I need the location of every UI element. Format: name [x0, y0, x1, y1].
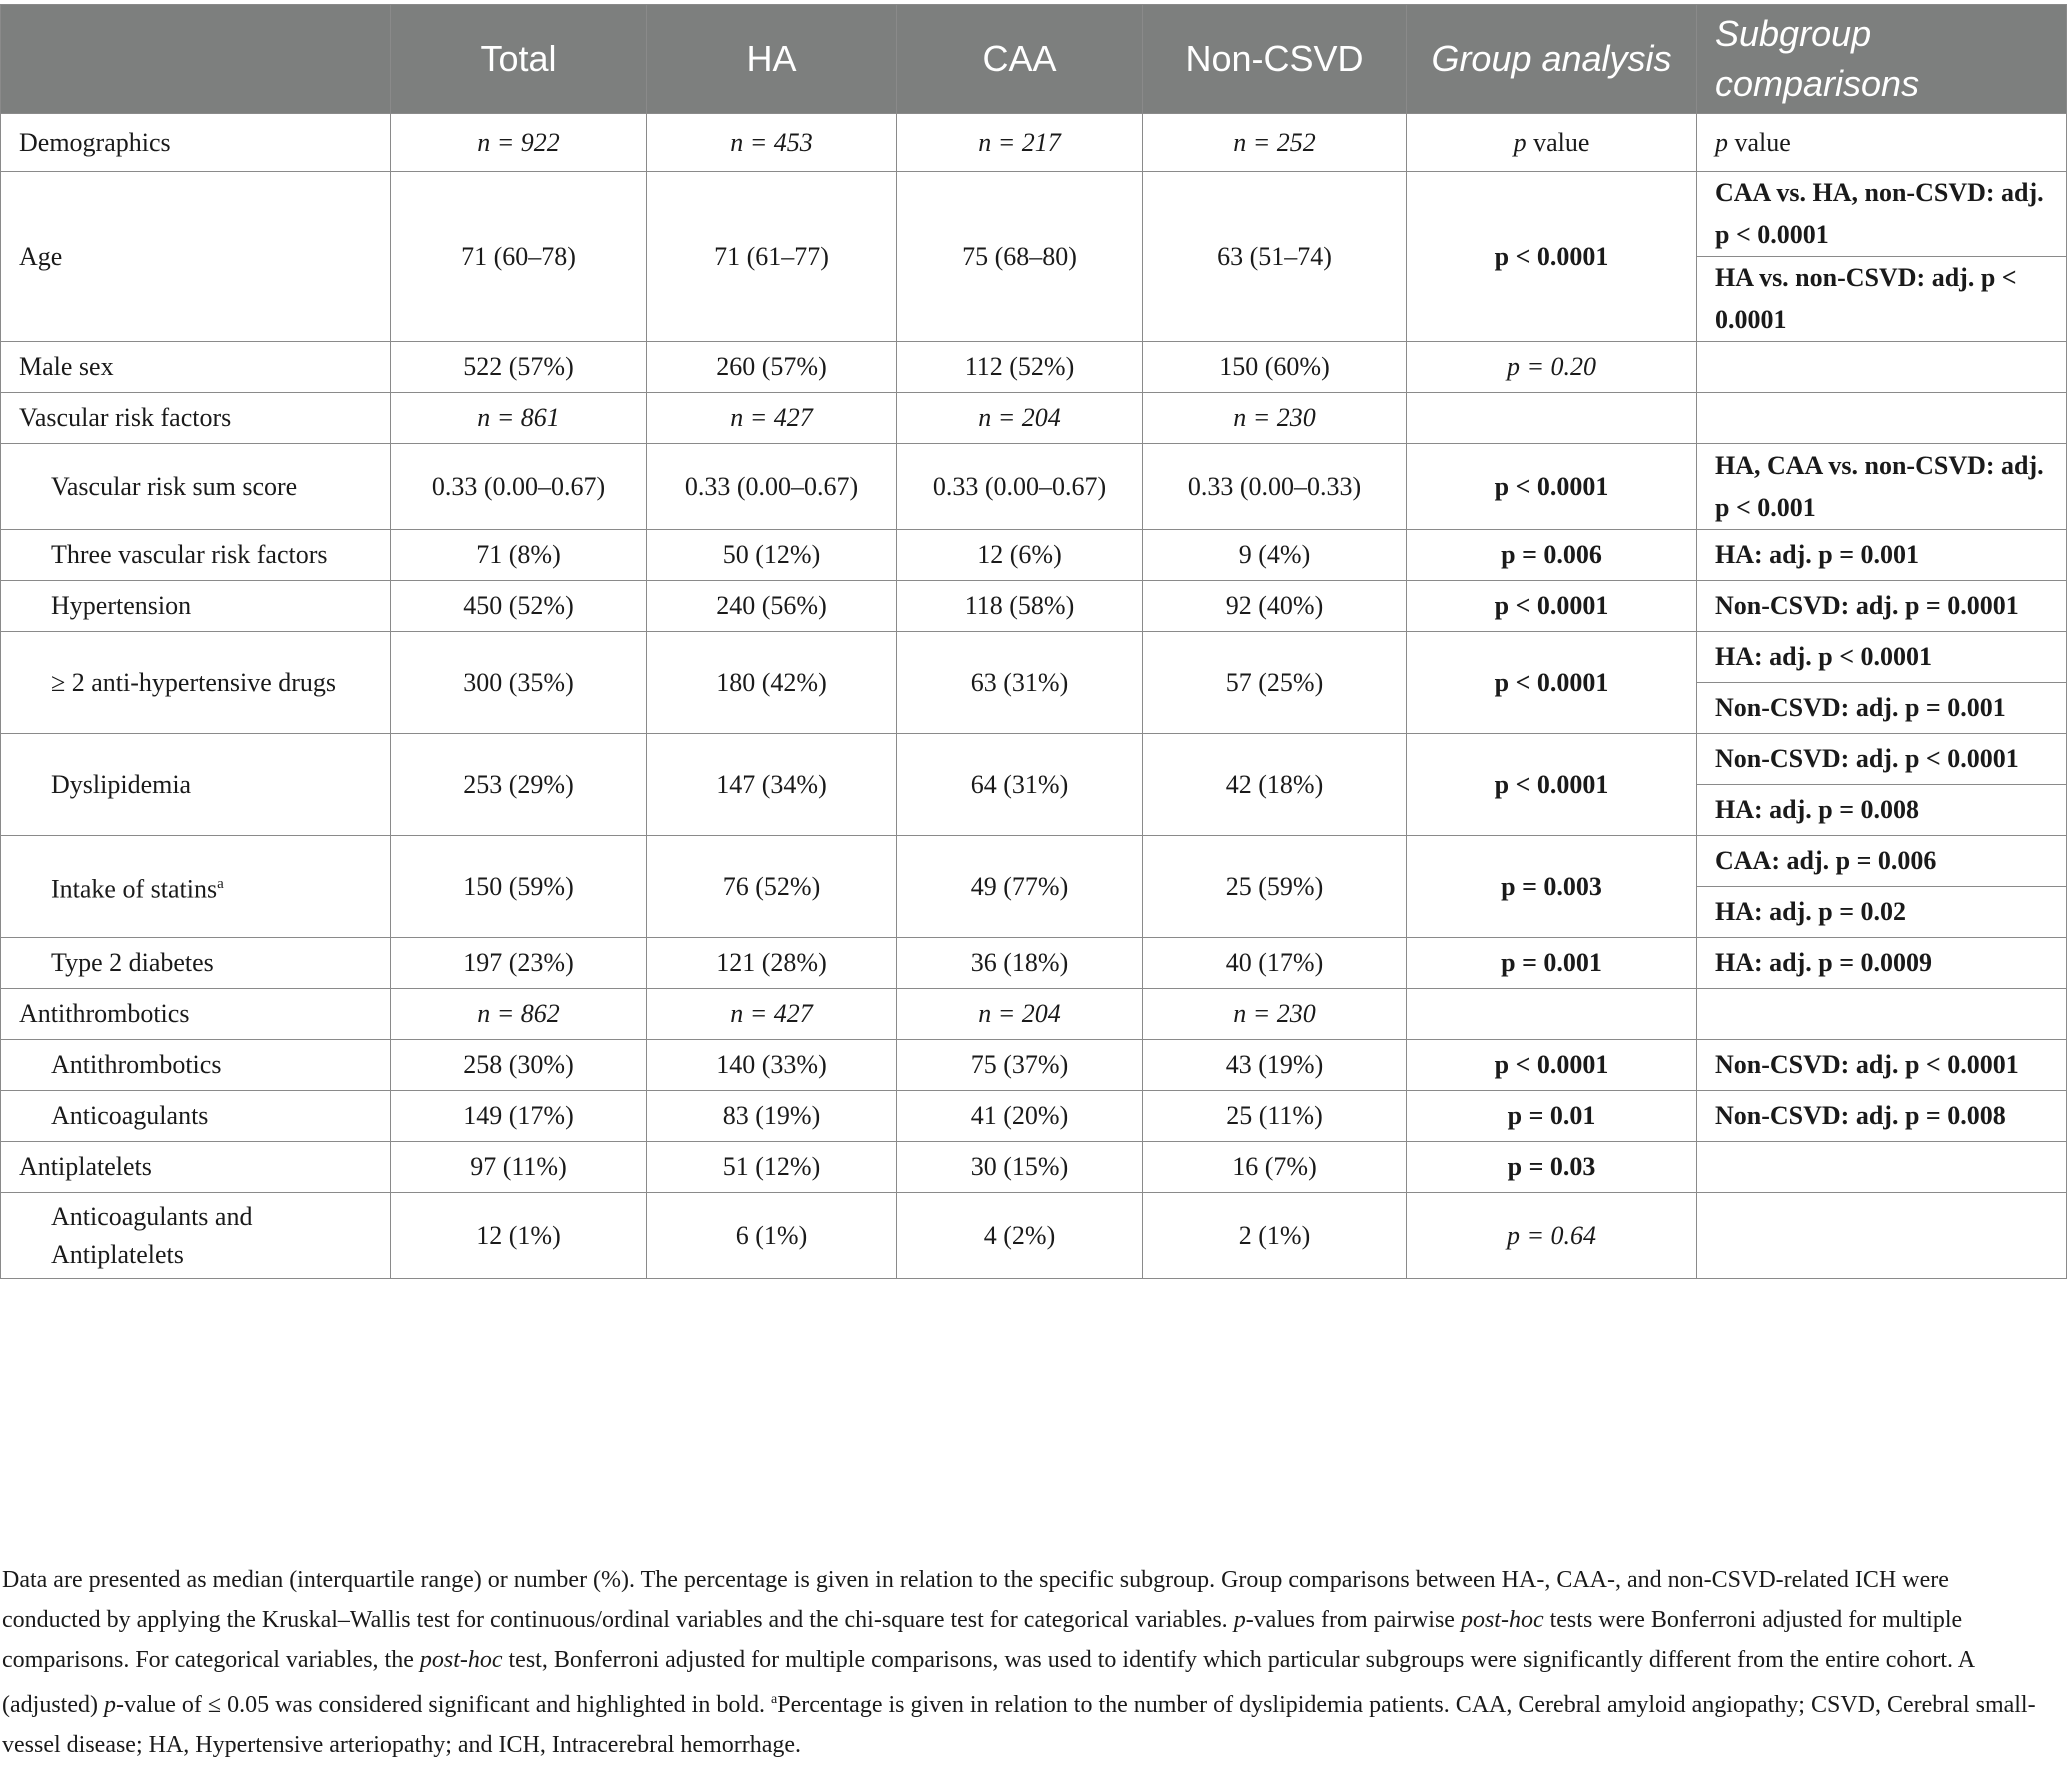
cell-ha: 76 (52%) — [647, 836, 897, 938]
cell-total: 450 (52%) — [391, 581, 647, 632]
cell-ha: 6 (1%) — [647, 1193, 897, 1279]
table-row — [1, 530, 2067, 581]
cell-caa: 30 (15%) — [897, 1142, 1143, 1193]
cell-ha: 180 (42%) — [647, 632, 897, 734]
statins-footnote-marker: a — [217, 875, 224, 892]
cell-noncsvd: 9 (4%) — [1143, 530, 1407, 581]
cell-ha: 51 (12%) — [647, 1142, 897, 1193]
cell-subgroup — [1697, 1193, 2067, 1279]
cell-caa: n = 204 — [897, 989, 1143, 1040]
cell-caa: 49 (77%) — [897, 836, 1143, 938]
footnote-part: -value of ≤ 0.05 was considered significant and highlighted in bold. — [115, 1692, 771, 1718]
row-label: ≥ 2 anti-hypertensive drugs — [1, 632, 391, 734]
cell-caa: 75 (37%) — [897, 1040, 1143, 1091]
cell-subgroup: CAA vs. HA, non-CSVD: adj. p < 0.0001 — [1697, 172, 2067, 257]
cell-caa: n = 217 — [897, 114, 1143, 172]
cell-subgroup: HA: adj. p = 0.001 — [1697, 530, 2067, 581]
cell-subgroup — [1697, 989, 2067, 1040]
cell-group-p: p = 0.03 — [1407, 1142, 1697, 1193]
table-row — [1, 734, 2067, 785]
cell-ha: 83 (19%) — [647, 1091, 897, 1142]
row-label: Anticoagulants and Antiplatelets — [1, 1193, 391, 1279]
cell-group-p: p = 0.64 — [1407, 1193, 1697, 1279]
cell-subgroup — [1697, 1142, 2067, 1193]
cell-total: n = 862 — [391, 989, 647, 1040]
cell-ha: 147 (34%) — [647, 734, 897, 836]
cell-subgroup: Non-CSVD: adj. p = 0.001 — [1697, 683, 2067, 734]
cell-group-p: p < 0.0001 — [1407, 734, 1697, 836]
cell-group-p: p < 0.0001 — [1407, 172, 1697, 342]
row-label: Demographics — [1, 114, 391, 172]
cell-subgroup: HA: adj. p < 0.0001 — [1697, 632, 2067, 683]
cell-group-p — [1407, 989, 1697, 1040]
table-row — [1, 114, 2067, 172]
row-label — [1, 836, 391, 938]
cell-subgroup: HA vs. non-CSVD: adj. p < 0.0001 — [1697, 257, 2067, 342]
row-label: Antithrombotics — [1, 989, 391, 1040]
table-row — [1, 1091, 2067, 1142]
cell-noncsvd: 25 (11%) — [1143, 1091, 1407, 1142]
cell-noncsvd: 43 (19%) — [1143, 1040, 1407, 1091]
cell-caa: 36 (18%) — [897, 938, 1143, 989]
cell-noncsvd: 57 (25%) — [1143, 632, 1407, 734]
table-row — [1, 1142, 2067, 1193]
cell-ha: 140 (33%) — [647, 1040, 897, 1091]
row-label: Three vascular risk factors — [1, 530, 391, 581]
cell-total: 253 (29%) — [391, 734, 647, 836]
table-row — [1, 1193, 2067, 1279]
header-noncsvd: Non-CSVD — [1143, 5, 1407, 114]
row-label: Hypertension — [1, 581, 391, 632]
cell-noncsvd: 40 (17%) — [1143, 938, 1407, 989]
table-row — [1, 172, 2067, 257]
cell-ha: 71 (61–77) — [647, 172, 897, 342]
header-group-analysis: Group analysis — [1407, 5, 1697, 114]
cell-ha: 260 (57%) — [647, 342, 897, 393]
cell-group-p: p < 0.0001 — [1407, 632, 1697, 734]
row-label: Antiplatelets — [1, 1142, 391, 1193]
cell-caa: n = 204 — [897, 393, 1143, 444]
cell-subgroup: HA: adj. p = 0.008 — [1697, 785, 2067, 836]
cell-total: n = 922 — [391, 114, 647, 172]
cell-group-p: p = 0.001 — [1407, 938, 1697, 989]
table-row — [1, 836, 2067, 887]
cell-total: 197 (23%) — [391, 938, 647, 989]
row-label: Anticoagulants — [1, 1091, 391, 1142]
cell-noncsvd: 2 (1%) — [1143, 1193, 1407, 1279]
row-label: Vascular risk sum score — [1, 444, 391, 530]
cell-total: 12 (1%) — [391, 1193, 647, 1279]
cell-group-p: p = 0.003 — [1407, 836, 1697, 938]
cell-noncsvd: n = 230 — [1143, 393, 1407, 444]
row-label: Male sex — [1, 342, 391, 393]
header-total: Total — [391, 5, 647, 114]
cell-caa: 63 (31%) — [897, 632, 1143, 734]
cell-total: 0.33 (0.00–0.67) — [391, 444, 647, 530]
row-label: Antithrombotics — [1, 1040, 391, 1091]
cell-noncsvd: n = 252 — [1143, 114, 1407, 172]
footnote-part: Data are presented as median (interquartile range) or number (%). The percentage is given in relation to the specific subgroup. Group comparisons between HA-, CAA-, and non-CSVD-related ICH were conducted by applying the Kruskal–Wallis test for continuous/ordinal variables and the chi-square test for categorical variables. — [2, 1567, 1949, 1633]
cell-subgroup: CAA: adj. p = 0.006 — [1697, 836, 2067, 887]
cell-total: 522 (57%) — [391, 342, 647, 393]
cell-noncsvd: 0.33 (0.00–0.33) — [1143, 444, 1407, 530]
cell-total: 97 (11%) — [391, 1142, 647, 1193]
results-table — [0, 4, 2067, 1279]
cell-total: 258 (30%) — [391, 1040, 647, 1091]
cell-group-p: p < 0.0001 — [1407, 581, 1697, 632]
cell-total: 71 (60–78) — [391, 172, 647, 342]
cell-ha: 0.33 (0.00–0.67) — [647, 444, 897, 530]
footnote-italic: p — [103, 1692, 116, 1718]
footnote-text — [2, 1560, 2052, 1765]
cell-total: 150 (59%) — [391, 836, 647, 938]
row-label: Age — [1, 172, 391, 342]
cell-noncsvd: 63 (51–74) — [1143, 172, 1407, 342]
table-row — [1, 938, 2067, 989]
table-row — [1, 393, 2067, 444]
cell-noncsvd: 25 (59%) — [1143, 836, 1407, 938]
row-label: Dyslipidemia — [1, 734, 391, 836]
cell-caa: 64 (31%) — [897, 734, 1143, 836]
footnote-marker: a — [771, 1692, 778, 1707]
statins-label: Intake of statins — [51, 874, 218, 904]
table-row — [1, 989, 2067, 1040]
cell-caa: 112 (52%) — [897, 342, 1143, 393]
cell-noncsvd: 150 (60%) — [1143, 342, 1407, 393]
cell-group-p: p = 0.20 — [1407, 342, 1697, 393]
cell-noncsvd: 16 (7%) — [1143, 1142, 1407, 1193]
cell-ha: n = 427 — [647, 393, 897, 444]
cell-subgroup: p value — [1697, 114, 2067, 172]
cell-ha: 240 (56%) — [647, 581, 897, 632]
cell-subgroup: HA: adj. p = 0.02 — [1697, 887, 2067, 938]
table-footnote — [0, 1560, 2052, 1765]
cell-total: 300 (35%) — [391, 632, 647, 734]
cell-subgroup: Non-CSVD: adj. p < 0.0001 — [1697, 734, 2067, 785]
cell-group-p — [1407, 393, 1697, 444]
table-row — [1, 632, 2067, 683]
cell-subgroup: Non-CSVD: adj. p = 0.008 — [1697, 1091, 2067, 1142]
row-label: Vascular risk factors — [1, 393, 391, 444]
footnote-part: -values from pairwise — [1245, 1607, 1461, 1633]
footnote-part: test, Bonferroni adjusted for multiple comparisons, was used to identify which particular subgroups were significantly different from the entire cohort. A (adjusted) — [2, 1647, 1974, 1718]
cell-group-p: p < 0.0001 — [1407, 444, 1697, 530]
table-row — [1, 342, 2067, 393]
cell-ha: n = 427 — [647, 989, 897, 1040]
row-label: Type 2 diabetes — [1, 938, 391, 989]
cell-caa: 0.33 (0.00–0.67) — [897, 444, 1143, 530]
header-ha: HA — [647, 5, 897, 114]
cell-noncsvd: 92 (40%) — [1143, 581, 1407, 632]
cell-caa: 75 (68–80) — [897, 172, 1143, 342]
table-row — [1, 444, 2067, 530]
cell-group-p: p = 0.01 — [1407, 1091, 1697, 1142]
cell-subgroup — [1697, 393, 2067, 444]
cell-ha: n = 453 — [647, 114, 897, 172]
cell-noncsvd: n = 230 — [1143, 989, 1407, 1040]
cell-caa: 41 (20%) — [897, 1091, 1143, 1142]
cell-subgroup: Non-CSVD: adj. p < 0.0001 — [1697, 1040, 2067, 1091]
footnote-italic: post-hoc — [1460, 1607, 1544, 1633]
cell-subgroup — [1697, 342, 2067, 393]
header-subgroup-comparisons: Subgroup comparisons — [1697, 5, 2067, 114]
cell-caa: 12 (6%) — [897, 530, 1143, 581]
cell-subgroup: Non-CSVD: adj. p = 0.0001 — [1697, 581, 2067, 632]
header-blank — [1, 5, 391, 114]
cell-total: n = 861 — [391, 393, 647, 444]
cell-total: 71 (8%) — [391, 530, 647, 581]
footnote-italic: p — [1233, 1607, 1246, 1633]
cell-group-p: p = 0.006 — [1407, 530, 1697, 581]
cell-ha: 121 (28%) — [647, 938, 897, 989]
cell-caa: 4 (2%) — [897, 1193, 1143, 1279]
cell-subgroup: HA, CAA vs. non-CSVD: adj. p < 0.001 — [1697, 444, 2067, 530]
table-row — [1, 581, 2067, 632]
header-caa: CAA — [897, 5, 1143, 114]
cell-group-p: p < 0.0001 — [1407, 1040, 1697, 1091]
footnote-part: Percentage is given in relation to the number of dyslipidemia patients. CAA, Cerebral amyloid angiopathy; CSVD, Cerebral small-vessel disease; HA, Hypertensive arteriopathy; and ICH, Intracerebral hemorrhage. — [2, 1692, 2036, 1758]
table-header-row — [1, 5, 2067, 114]
cell-noncsvd: 42 (18%) — [1143, 734, 1407, 836]
footnote-italic: post-hoc — [419, 1647, 503, 1673]
cell-subgroup: HA: adj. p = 0.0009 — [1697, 938, 2067, 989]
cell-group-p: p value — [1407, 114, 1697, 172]
table-row — [1, 1040, 2067, 1091]
cell-total: 149 (17%) — [391, 1091, 647, 1142]
footnote-part: tests were Bonferroni adjusted for multiple comparisons. For categorical variables, the — [2, 1607, 1963, 1673]
cell-caa: 118 (58%) — [897, 581, 1143, 632]
cell-ha: 50 (12%) — [647, 530, 897, 581]
